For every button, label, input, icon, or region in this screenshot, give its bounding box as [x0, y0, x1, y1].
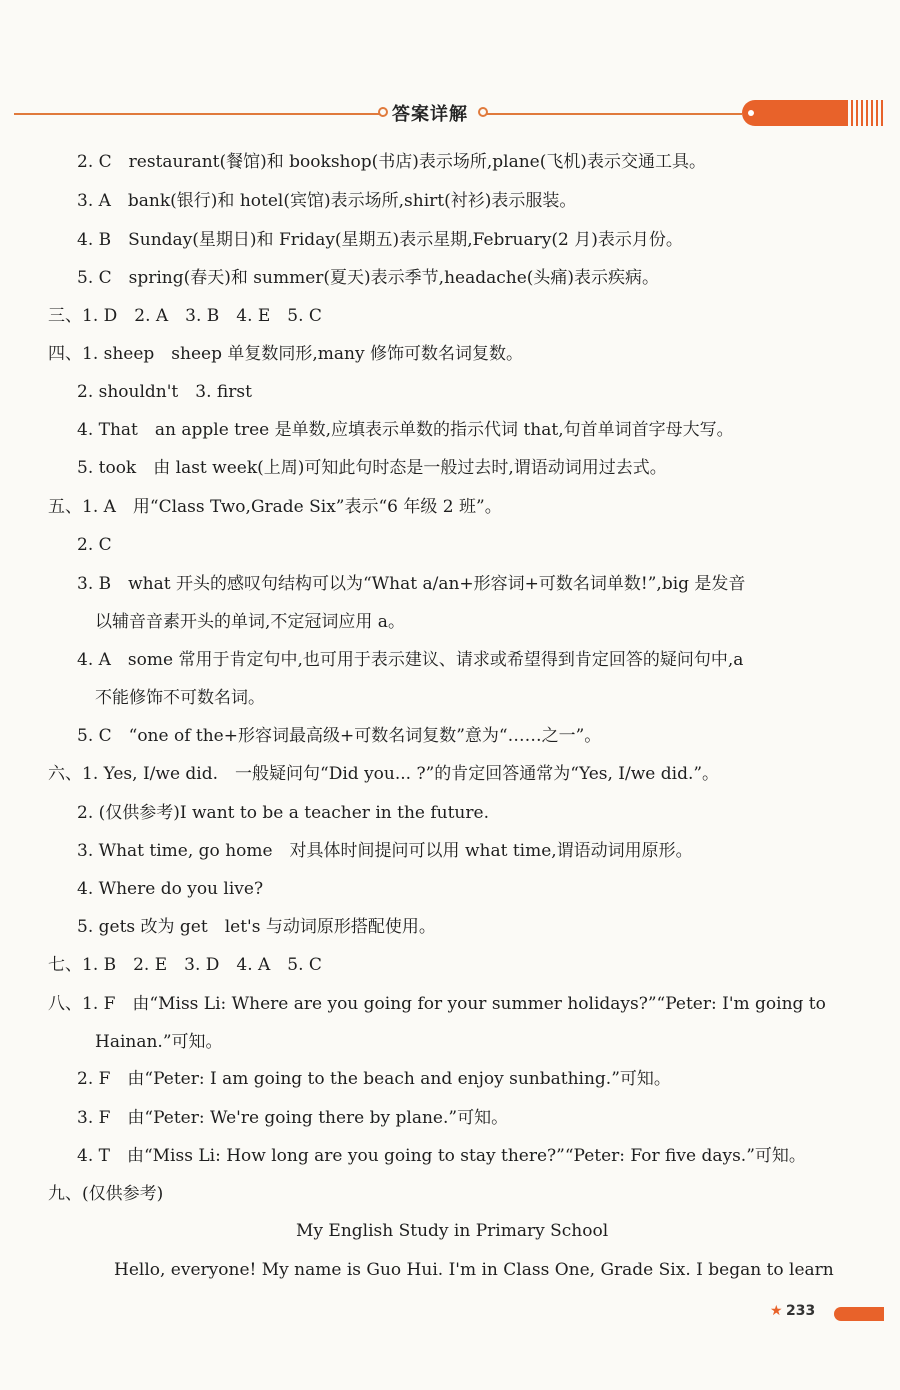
page-header: [0, 96, 900, 136]
answer-line: 4. Where do you live?: [77, 879, 264, 899]
answer-line: 四、1. sheep sheep 单复数同形,many 修饰可数名词复数。: [48, 344, 523, 364]
answer-line: 4. T 由“Miss Li: How long are you going to stay there?”“Peter: For five days.”可知。: [77, 1146, 806, 1166]
answer-line: 3. B what 开头的感叹句结构可以为“What a/an+形容词+可数名词单数!”,big 是发音: [77, 574, 746, 594]
answer-line: 不能修饰不可数名词。: [95, 688, 265, 708]
header-ring-left-icon: [378, 107, 388, 117]
answer-line: 4. A some 常用于肯定句中,也可用于表示建议、请求或希望得到肯定回答的疑问句中,a: [77, 650, 744, 670]
header-tab-dot-icon: [748, 110, 754, 116]
answer-line: 2. F 由“Peter: I am going to the beach and enjoy sunbathing.”可知。: [77, 1069, 671, 1089]
answer-line: 4. That an apple tree 是单数,应填表示单数的指示代词 that,句首单词首字母大写。: [77, 420, 734, 440]
header-rule-right: [486, 113, 742, 115]
page-number: 233: [786, 1303, 816, 1319]
essay-title: My English Study in Primary School: [296, 1221, 609, 1241]
answer-line: 3. F 由“Peter: We're going there by plane.”可知。: [77, 1108, 509, 1128]
answer-line: 3. What time, go home 对具体时间提问可以用 what time,谓语动词用原形。: [77, 841, 693, 861]
answer-line: 以辅音音素开头的单词,不定冠词应用 a。: [95, 612, 405, 632]
footer-tab-decoration: [834, 1307, 884, 1321]
answer-line: Hainan.”可知。: [95, 1032, 223, 1052]
answer-line: 2. (仅供参考)I want to be a teacher in the future.: [77, 803, 489, 823]
header-rule-left: [14, 113, 380, 115]
answer-line: 五、1. A 用“Class Two,Grade Six”表示“6 年级 2 班”。: [48, 497, 502, 517]
answer-line: 5. C spring(春天)和 summer(夏天)表示季节,headache(头痛)表示疾病。: [77, 268, 660, 288]
answer-line: 3. A bank(银行)和 hotel(宾馆)表示场所,shirt(衬衫)表示服装。: [77, 191, 577, 211]
answer-line: 5. took 由 last week(上周)可知此句时态是一般过去时,谓语动词用过去式。: [77, 458, 667, 478]
answer-line: 5. C “one of the+形容词最高级+可数名词复数”意为“……之一”。: [77, 726, 602, 746]
answer-line: 六、1. Yes, I/we did. 一般疑问句“Did you... ?”的肯定回答通常为“Yes, I/we did.”。: [48, 764, 720, 784]
answer-line: 4. B Sunday(星期日)和 Friday(星期五)表示星期,February(2 月)表示月份。: [77, 230, 683, 250]
answer-line: 2. C: [77, 535, 112, 555]
answer-line: 八、1. F 由“Miss Li: Where are you going for your summer holidays?”“Peter: I'm going to: [48, 994, 826, 1014]
answer-line: 九、(仅供参考): [48, 1184, 164, 1204]
essay-first-line: Hello, everyone! My name is Guo Hui. I'm in Class One, Grade Six. I began to learn: [114, 1260, 834, 1280]
answer-line: 2. shouldn't 3. first: [77, 382, 252, 402]
header-hatch-decoration: [846, 100, 886, 126]
header-title: 答案详解: [392, 104, 468, 125]
answer-line: 2. C restaurant(餐馆)和 bookshop(书店)表示场所,plane(飞机)表示交通工具。: [77, 152, 707, 172]
star-icon: ★: [770, 1303, 783, 1319]
header-tab: [742, 100, 846, 126]
answer-line: 5. gets 改为 get let's 与动词原形搭配使用。: [77, 917, 436, 937]
header-ring-right-icon: [478, 107, 488, 117]
answer-line: 七、1. B 2. E 3. D 4. A 5. C: [48, 955, 322, 975]
answer-line: 三、1. D 2. A 3. B 4. E 5. C: [48, 306, 322, 326]
